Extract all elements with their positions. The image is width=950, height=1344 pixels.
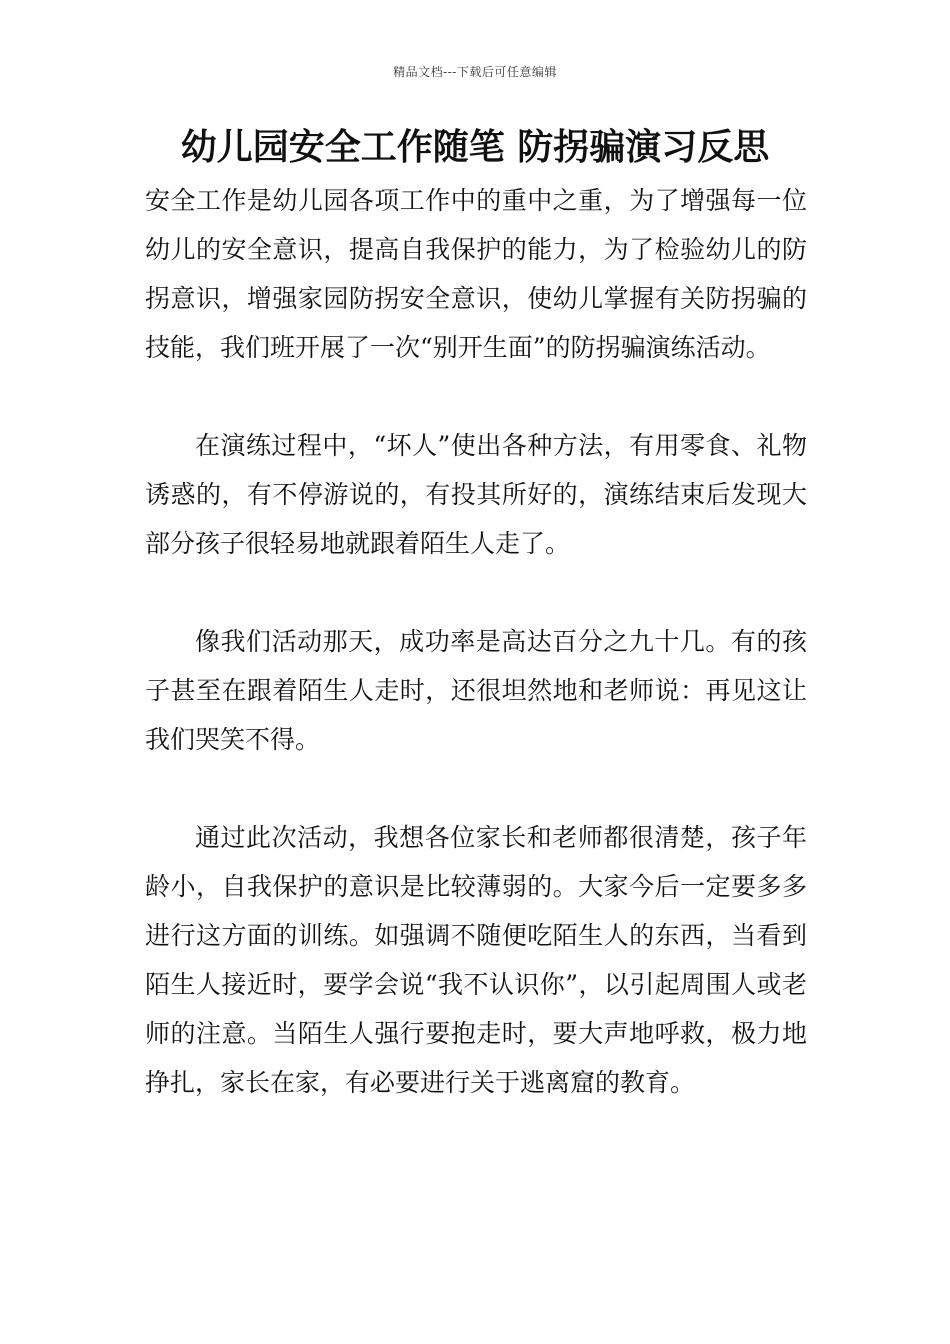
- document-body: [145, 176, 807, 1107]
- paragraph-1: 安全工作是幼儿园各项工作中的重中之重，为了增强每一位幼儿的安全意识，提高自我保护的能力，为了检验幼儿的防拐意识，增强家园防拐安全意识，使幼儿掌握有关防拐骗的技能，我们班开展了一次“别开生面”的防拐骗演练活动。: [145, 186, 807, 362]
- paragraph-gap: [145, 568, 807, 617]
- paragraph-3: 像我们活动那天，成功率是高达百分之九十几。有的孩子甚至在跟着陌生人走时，还很坦然地和老师说：再见这让我们哭笑不得。: [145, 627, 807, 754]
- paragraph-4: 通过此次活动，我想各位家长和老师都很清楚，孩子年龄小，自我保护的意识是比较薄弱的。大家今后一定要多多进行这方面的训练。如强调不随便吃陌生人的东西，当看到陌生人接近时，要学会说“我不认识你”，以引起周围人或老师的注意。当陌生人强行要抱走时，要大声地呼救，极力地挣扎，家长在家，有必要进行关于逃离窟的教育。: [145, 823, 807, 1097]
- document-title: 幼儿园安全工作随笔 防拐骗演习反思: [180, 127, 770, 168]
- paragraph-gap: [145, 764, 807, 813]
- header-note: 精品文档---下载后可任意编辑: [393, 65, 557, 79]
- paragraph-2: 在演练过程中，“坏人”使出各种方法，有用零食、礼物诱惑的，有不停游说的，有投其所好的，演练结束后发现大部分孩子很轻易地就跟着陌生人走了。: [145, 431, 807, 558]
- paragraph-gap: [145, 372, 807, 421]
